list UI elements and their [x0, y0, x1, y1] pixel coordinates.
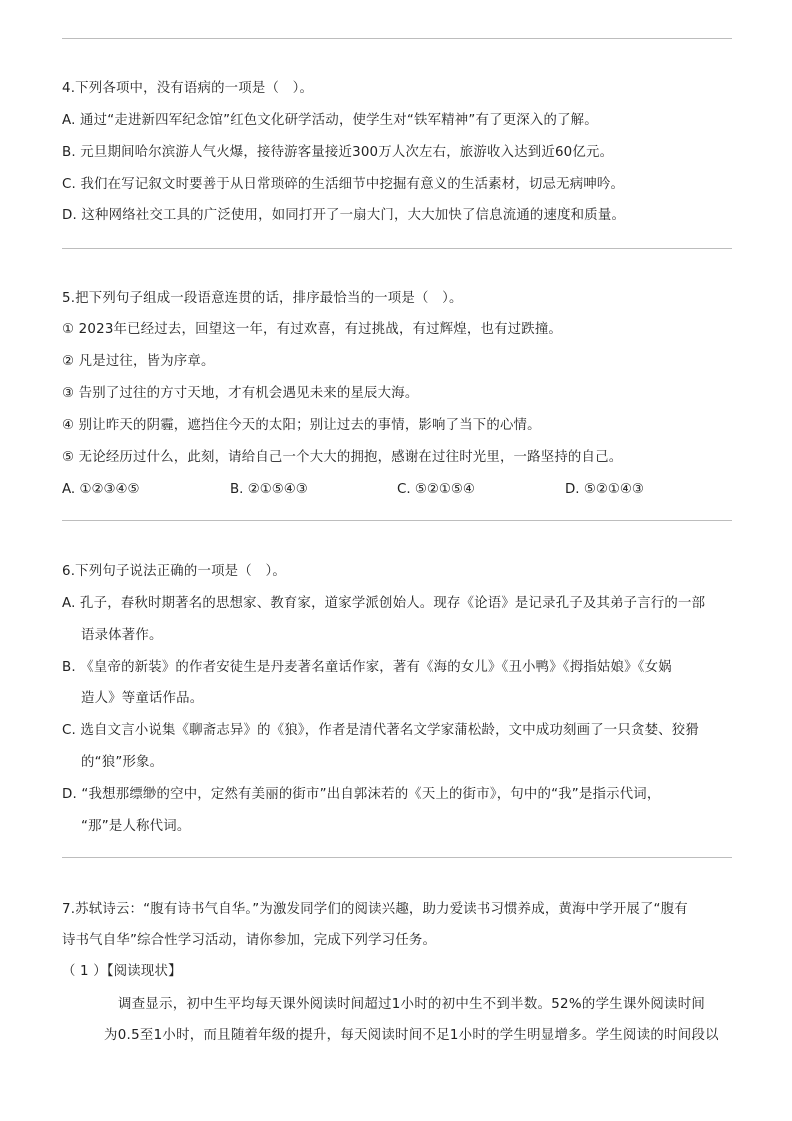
question-5-sentence-5: ⑤ 无论经历过什么，此刻，请给自己一个大大的拥抱，感谢在过往时光里，一路坚持的自己。 — [62, 450, 623, 465]
question-5-option-c: C. ⑤②①⑤④ — [397, 482, 475, 497]
question-6-option-d-line-2: “那”是人称代词。 — [81, 819, 191, 834]
question-6-stem: 6.下列句子说法正确的一项是（ ）。 — [62, 564, 286, 579]
question-4-stem: 4.下列各项中，没有语病的一项是（ ）。 — [62, 81, 314, 96]
question-5-option-d: D. ⑤②①④③ — [565, 482, 644, 497]
question-5-stem: 5.把下列句子组成一段语意连贯的话，排序最恰当的一项是（ ）。 — [62, 291, 463, 306]
question-5-sentence-1: ① 2023年已经过去，回望这一年，有过欢喜，有过挑战，有过辉煌，也有过跌撞。 — [62, 322, 563, 337]
divider-top — [62, 38, 732, 39]
question-7-stem-line-2: 诗书气自华”综合性学习活动，请你参加，完成下列学习任务。 — [62, 933, 437, 948]
question-5-sentence-4: ④ 别让昨天的阴霾，遮挡住今天的太阳；别让过去的事情，影响了当下的心情。 — [62, 418, 541, 433]
divider-q4-q5 — [62, 248, 732, 249]
question-4-option-a: A. 通过“走进新四军纪念馆”红色文化研学活动，使学生对“铁军精神”有了更深入的了解。 — [62, 113, 598, 128]
question-6-option-b-line-2: 造人》等童话作品。 — [81, 691, 204, 706]
question-7-stem-line-1: 7.苏轼诗云：“腹有诗书气自华。”为激发同学们的阅读兴趣，助力爱读书习惯养成，黄海中学开展了“腹有 — [62, 902, 688, 917]
question-6-option-a-line-2: 语录体著作。 — [81, 628, 163, 643]
question-6-option-c-line-1: C. 选自文言小说集《聊斋志异》的《狼》，作者是清代著名文学家蒲松龄，文中成功刻画了一只贪婪、狡猾 — [62, 723, 699, 738]
question-7-passage-line-2: 为0.5至1小时，而且随着年级的提升，每天阅读时间不足1小时的学生明显增多。学生阅读的时间段以 — [104, 1028, 719, 1043]
question-4-option-d: D. 这种网络社交工具的广泛使用，如同打开了一扇大门，大大加快了信息流通的速度和质量。 — [62, 208, 626, 223]
question-4-option-c: C. 我们在写记叙文时要善于从日常琐碎的生活细节中挖掘有意义的生活素材，切忌无病呻吟。 — [62, 177, 625, 192]
question-5-sentence-3: ③ 告别了过往的方寸天地，才有机会遇见未来的星辰大海。 — [62, 386, 419, 401]
question-7-task-1-heading: （ 1 ）【阅读现状】 — [62, 964, 182, 979]
question-4-option-b: B. 元旦期间哈尔滨游人气火爆，接待游客量接近300万人次左右，旅游收入达到近60亿元。 — [62, 145, 614, 160]
question-7-passage-line-1: 调查显示，初中生平均每天课外阅读时间超过1小时的初中生不到半数。52%的学生课外阅读时间 — [118, 997, 706, 1012]
question-5-sentence-2: ② 凡是过往，皆为序章。 — [62, 354, 215, 369]
question-6-option-a-line-1: A. 孔子，春秋时期著名的思想家、教育家，道家学派创始人。现存《论语》是记录孔子及其弟子言行的一部 — [62, 596, 706, 611]
question-6-option-c-line-2: 的“狼”形象。 — [81, 755, 164, 770]
question-5-option-a: A. ①②③④⑤ — [62, 482, 140, 497]
question-5-option-b: B. ②①⑤④③ — [230, 482, 308, 497]
question-6-option-d-line-1: D. “我想那缥缈的空中，定然有美丽的街市”出自郭沫若的《天上的街市》，句中的“我”是指示代词， — [62, 787, 661, 802]
divider-q5-q6 — [62, 520, 732, 521]
question-6-option-b-line-1: B. 《皇帝的新装》的作者安徒生是丹麦著名童话作家，著有《海的女儿》《丑小鸭》《拇指姑娘》《女娲 — [62, 660, 672, 675]
divider-q6-q7 — [62, 857, 732, 858]
